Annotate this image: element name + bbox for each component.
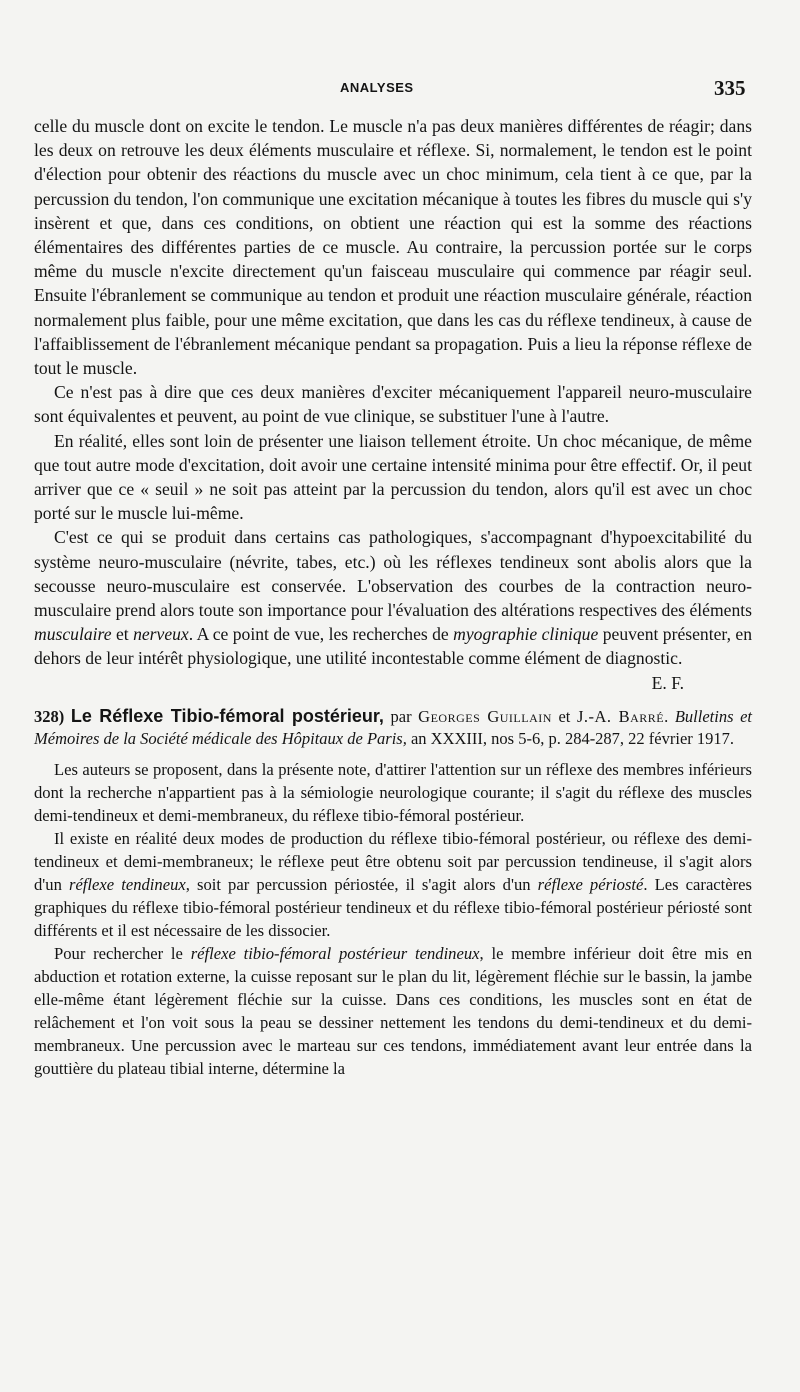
- entry-number: 328): [34, 706, 65, 726]
- text-run: , soit par percussion périostée, il s'agit alors d'un: [185, 874, 538, 894]
- text-run: peuvent présenter, en dehors de leur intérêt physiologique, une utilité incontestable comme élément de diagnostic.: [34, 624, 752, 669]
- paragraph: Les auteurs se proposent, dans la présente note, d'attirer l'attention sur un réflexe des membres inférieurs dont la recherche n'appartient pas à la sémiologie neurologique courante; il s'agit du réflexe des muscles demi-tendineux et demi-membraneux, du réflexe tibio-fémoral postérieur.: [34, 759, 752, 825]
- running-title: ANALYSES: [340, 80, 414, 95]
- paragraph: [34, 525, 752, 670]
- text-run: . A ce point de vue, les recherches de: [188, 624, 454, 645]
- author: J.-A. Barré: [576, 706, 665, 726]
- text-run: et: [111, 624, 134, 645]
- text-run: . Les caractères graphiques du réflexe tibio-fémoral postérieur tendineux et du réflexe tibio-fémoral postérieur périosté sont différents et il est nécessaire de les dissocier.: [34, 874, 752, 940]
- entry-heading: 328) Le Réflexe Tibio-fémoral postérieur, par Georges Guillain et J.-A. Barré. Bulletins et Mémoires de la Société médicale des Hôpitaux de Paris, an XXXIII, nos 5-6, p. 284-287, 22 février 1917.: [34, 705, 752, 748]
- paragraph: En réalité, elles sont loin de présenter une liaison tellement étroite. Un choc mécanique, de même que tout autre mode d'excitation, doit avoir une certaine intensité minima pour être effectif. Or, il peut arriver que ce « seuil » ne soit pas atteint par la percussion du tendon, alors qu'il est avec un choc porté sur le muscle lui-même.: [34, 430, 752, 524]
- italic-term: nerveux: [133, 624, 189, 645]
- text-run: par: [383, 706, 419, 726]
- paragraph: Ce n'est pas à dire que ces deux manières d'exciter mécaniquement l'appareil neuro-musculaire sont équivalentes et peuvent, au point de vue clinique, se substituer l'une à l'autre.: [34, 382, 752, 427]
- citation-issue: an XXXIII, nos 5-6, p. 284-287, 22 février 1917.: [406, 728, 735, 748]
- italic-term: réflexe tibio-fémoral postérieur tendineux: [190, 943, 480, 963]
- paragraph-continued: celle du muscle dont on excite le tendon. Le muscle n'a pas deux manières différentes de réagir; dans les deux on retrouve les deux éléments musculaire et réflexe. Si, normalement, le tendon est le point d'élection pour obtenir des réactions du muscle avec un choc minimum, cela tient à ce que, par la percussion du tendon, l'on communique une excitation mécanique à toutes les fibres du muscle qui s'y insèrent et que, dans ces conditions, on obtient une réaction qui est la somme des réactions élémentaires des différentes parties de ce muscle. Au contraire, la percussion portée sur le corps même du muscle n'excite directement qu'un faisceau musculaire qui commence par réagir seul. Ensuite l'ébranlement se communique au tendon et produit une réaction musculaire générale, réaction normalement plus faible, pour une même excitation, que dans les cas du réflexe tendineux, à cause de l'affaiblissement de l'ébranlement mécanique pendant sa propagation. Puis a lieu la réponse réflexe de tout le muscle.: [34, 116, 752, 379]
- author: Georges Guillain: [418, 706, 552, 726]
- signature-line: [34, 671, 752, 695]
- text-run: Pour rechercher le: [54, 943, 191, 963]
- italic-term: musculaire: [34, 624, 112, 645]
- page-number: 335: [714, 76, 746, 100]
- text-run: Il existe en réalité deux modes de production du réflexe tibio-fémoral postérieur, ou réflexe des demi-tendineux et demi-membraneux; le réflexe peut être obtenu soit par percussion tendineuse, il s'agit alors d'un: [34, 828, 752, 894]
- entry-body: [34, 758, 752, 1080]
- paragraph: [34, 827, 752, 942]
- signature: E. F.: [651, 672, 684, 693]
- paragraph: [34, 942, 752, 1080]
- text-run: et: [551, 706, 577, 726]
- italic-term: réflexe périosté: [537, 874, 644, 894]
- page-header: [0, 76, 800, 106]
- page-body: [34, 114, 752, 1080]
- text-run: , le membre inférieur doit être mis en abduction et rotation externe, la cuisse reposant sur le plan du lit, légèrement fléchie sur le bassin, la jambe elle-même étant légèrement fléchie sur la cuisse. Dans ces conditions, les muscles sont en état de relâchement et l'on voit sous la peau se dessiner nettement les tendons du demi-tendineux et du demi-membraneux. Une percussion avec le marteau sur ces tendons, immédiatement avant leur entrée dans la gouttière du plateau tibial interne, détermine la: [34, 943, 752, 1078]
- italic-term: réflexe tendineux: [68, 874, 186, 894]
- journal-title: Bulletins et Mémoires de la Société médicale des Hôpitaux de Paris,: [34, 706, 752, 748]
- entry-title: Le Réflexe Tibio-fémoral postérieur,: [70, 705, 384, 726]
- italic-term: myographie clinique: [453, 624, 599, 645]
- text-run: C'est ce qui se produit dans certains cas pathologiques, s'accompagnant d'hypoexcitabilité du système neuro-musculaire (névrite, tabes, etc.) où les réflexes tendineux sont abolis alors que la secousse neuro-musculaire est conservée. L'observation des courbes de la contraction neuro-musculaire prend alors toute son importance pour l'évaluation des altérations respectives des éléments: [34, 527, 752, 621]
